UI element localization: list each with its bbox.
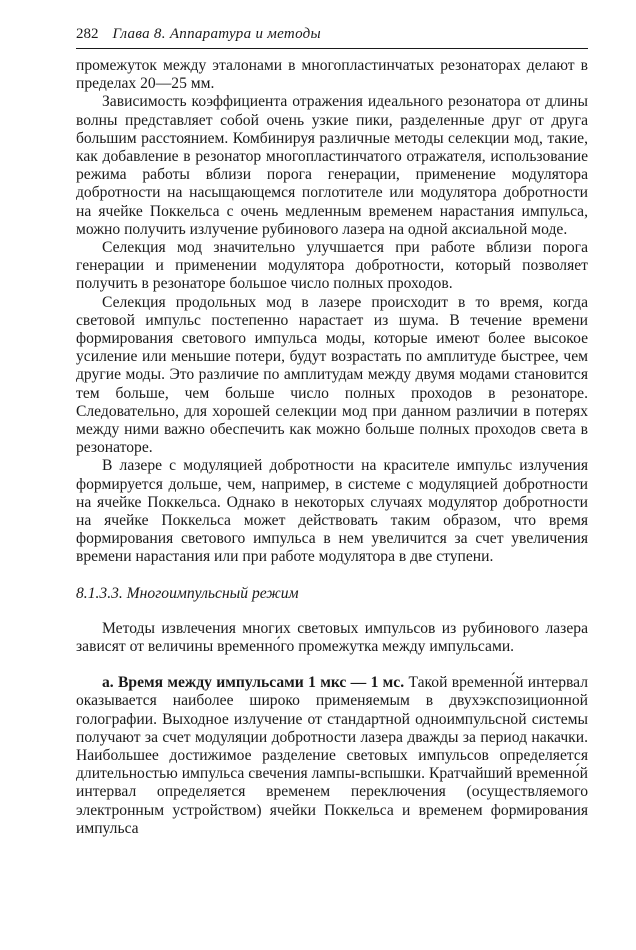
paragraph-resonator-reflection: Зависимость коэффициента отражения идеального резонатора от длины волны представляет собой очень узкие пики, разделенные друг от друга большим расстоянием. Комбинируя различные методы селекции мод, такие, как добавление в резонатор многопластинчатого отражателя, использование режима работы вблизи порога генерации, применение модулятора добротности на насыщающемся поглотителе или модулятора добротности на ячейке Поккельса с очень медленным временем нарастания импульса, можно получить излучение рубинового лазера на одной аксиальной моде. — [76, 93, 588, 238]
book-page — [76, 24, 588, 838]
paragraph-mode-selection: Селекция мод значительно улучшается при работе вблизи порога генерации и применении модулятора добротности, который позволяет получить в резонаторе большое число полных проходов. — [76, 239, 588, 293]
paragraph-longitudinal-modes: Селекция продольных мод в лазере происходит в то время, когда световой импульс постепенно нарастает из шума. В течение времени формирования светового импульса моды, которые имеют более высокое усиление или меньшие потери, будут возрастать по амплитуде быстрее, чем другие моды. Это различие по амплитудам между двумя модами становится тем больше, чем больше число полных проходов в резонаторе. Следовательно, для хорошей селекции мод при данном различии в потерях между ними важно обеспечить как можно больше полных проходов света в резонаторе. — [76, 293, 588, 457]
item-a-label: а. Время между импульсами 1 мкс — 1 мс. — [102, 674, 405, 692]
paragraph-multipulse-intro: Методы извлечения многих световых импульсов из рубинового лазера зависят от величины временно́го промежутка между импульсами. — [76, 619, 588, 655]
chapter-title: Глава 8. Аппаратура и методы — [112, 26, 322, 42]
paragraph-dye-modulator: В лазере с модуляцией добротности на красителе импульс излучения формируется дольше, чем, например, в системе с модуляцией добротности на ячейке Поккельса. Однако в некоторых случаях модулятор добротности на ячейке Поккельса может действовать таким образом, что время формирования светового импульса в нем увеличится за счет увеличения времени нарастания или при работе модулятора в две ступени. — [76, 457, 588, 566]
body-text — [76, 57, 588, 838]
paragraph-item-a — [76, 674, 588, 838]
page-number: 282 — [76, 26, 99, 42]
item-a-text: Такой временно́й интервал оказывается наиболее широко применяемым в двухэкспозиционной голографии. Выходное излучение от стандартной одноимпульсной системы получают за счет модуляции добротности лазера дважды за период накачки. Наибольшее достижимое разделение световых импульсов определяется длительностью импульса свечения лампы-вспышки. Кратчайший временно́й интервал определяется временем переключения (осуществляемого электронным устройством) ячейки Поккельса и временем формирования импульса — [76, 674, 588, 837]
running-head — [76, 24, 588, 49]
subsection-heading: 8.1.3.3. Многоимпульсный режим — [76, 584, 299, 602]
paragraph-continuation: промежуток между эталонами в многопластинчатых резонаторах делают в пределах 20—25 мм. — [76, 57, 588, 93]
